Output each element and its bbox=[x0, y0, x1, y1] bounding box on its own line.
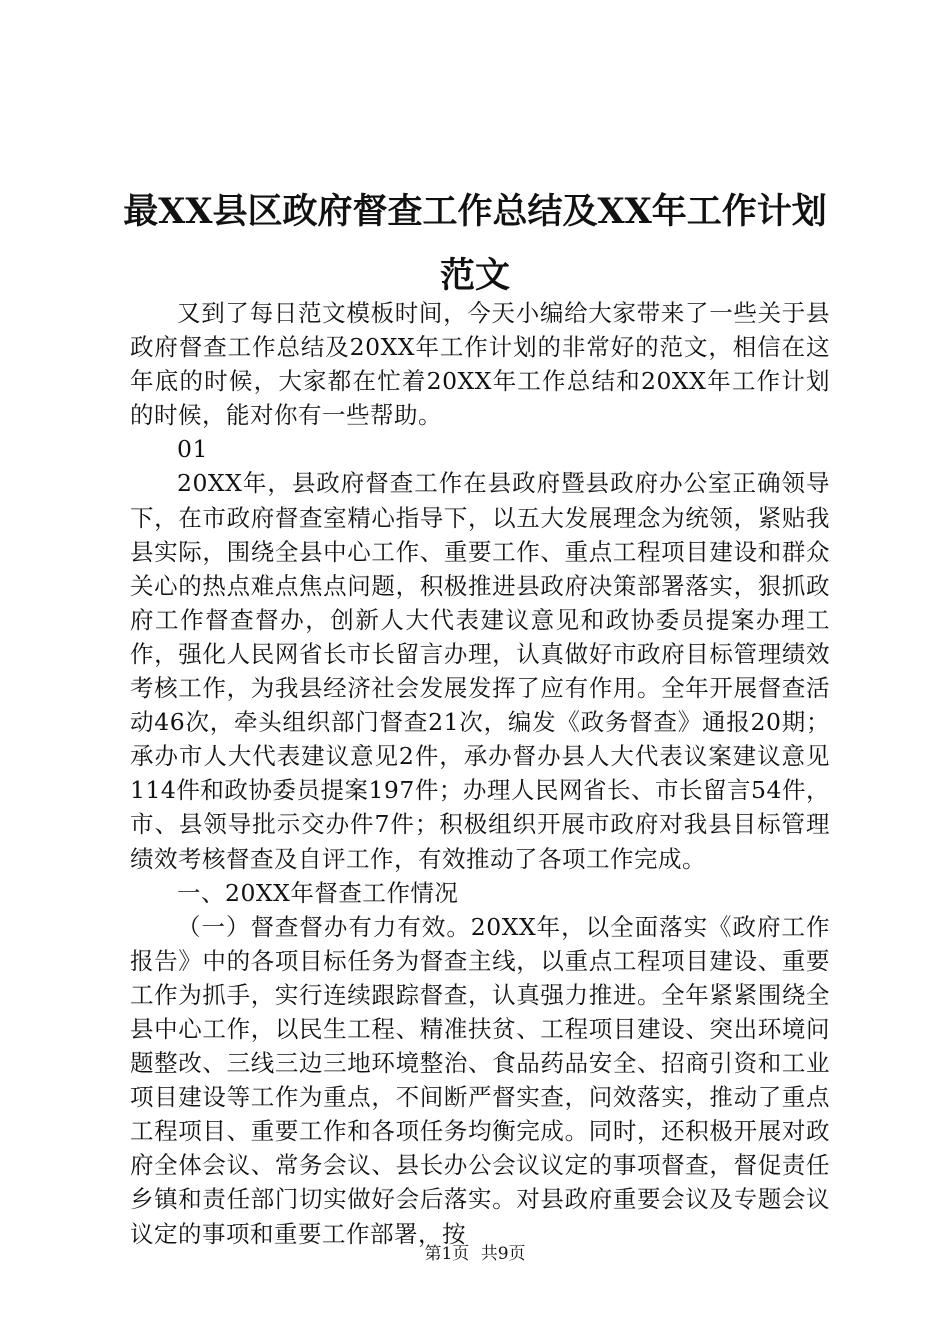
section-heading: 一、20XX年督查工作情况 bbox=[177, 878, 459, 907]
document-body bbox=[130, 296, 830, 1251]
summary-paragraph: 20XX年，县政府督查工作在县政府暨县政府办公室正确领导下，在市政府督查室精心指导下，以五大发展理念为统领，紧贴我县实际，围绕全县中心工作、重要工作、重点工程项目建设和群众关心的热点难点焦点问题，积极推进县政府决策部署落实，狠抓政府工作督查督办，创新人大代表建议意见和政协委员提案办理工作，强化人民网省长市长留言办理，认真做好市政府目标管理绩效考核工作，为我县经济社会发展发挥了应有作用。全年开展督查活动46次，牵头组织部门督查21次，编发《政务督查》通报20期；承办市人大代表建议意见2件，承办督办县人大代表议案建议意见114件和政协委员提案197件；办理人民网省长、市长留言54件，市、县领导批示交办件7件；积极组织开展市政府对我县目标管理绩效考核督查及自评工作，有效推动了各项工作完成。 bbox=[130, 469, 830, 873]
page-number: 第1页 bbox=[424, 1244, 470, 1264]
page-footer bbox=[0, 1242, 950, 1266]
page-total: 共9页 bbox=[480, 1244, 526, 1264]
document-title: 最XX县区政府督查工作总结及XX年工作计划范文 bbox=[123, 191, 827, 296]
intro-paragraph: 又到了每日范文模板时间，今天小编给大家带来了一些关于县政府督查工作总结及20XX年工作计划的非常好的范文，相信在这年底的时候，大家都在忙着20XX年工作总结和20XX年工作计划的时候，能对你有一些帮助。 bbox=[130, 299, 830, 430]
subsection-paragraph: （一）督查督办有力有效。20XX年，以全面落实《政府工作报告》中的各项目标任务为督查主线，以重点工程项目建设、重要工作为抓手，实行连续跟踪督查，认真强力推进。全年紧紧围绕全县中心工作，以民生工程、精准扶贫、工程项目建设、突出环境问题整改、三线三边三地环境整治、食品药品安全、招商引资和工业项目建设等工作为重点，不间断严督实查，问效落实，推动了重点工程项目、重要工作和各项任务均衡完成。同时，还积极开展对政府全体会议、常务会议、县长办公会议议定的事项督查，督促责任乡镇和责任部门切实做好会后落实。对县政府重要会议及专题会议议定的事项和重要工作部署，按 bbox=[130, 912, 830, 1248]
section-number: 01 bbox=[177, 435, 208, 464]
